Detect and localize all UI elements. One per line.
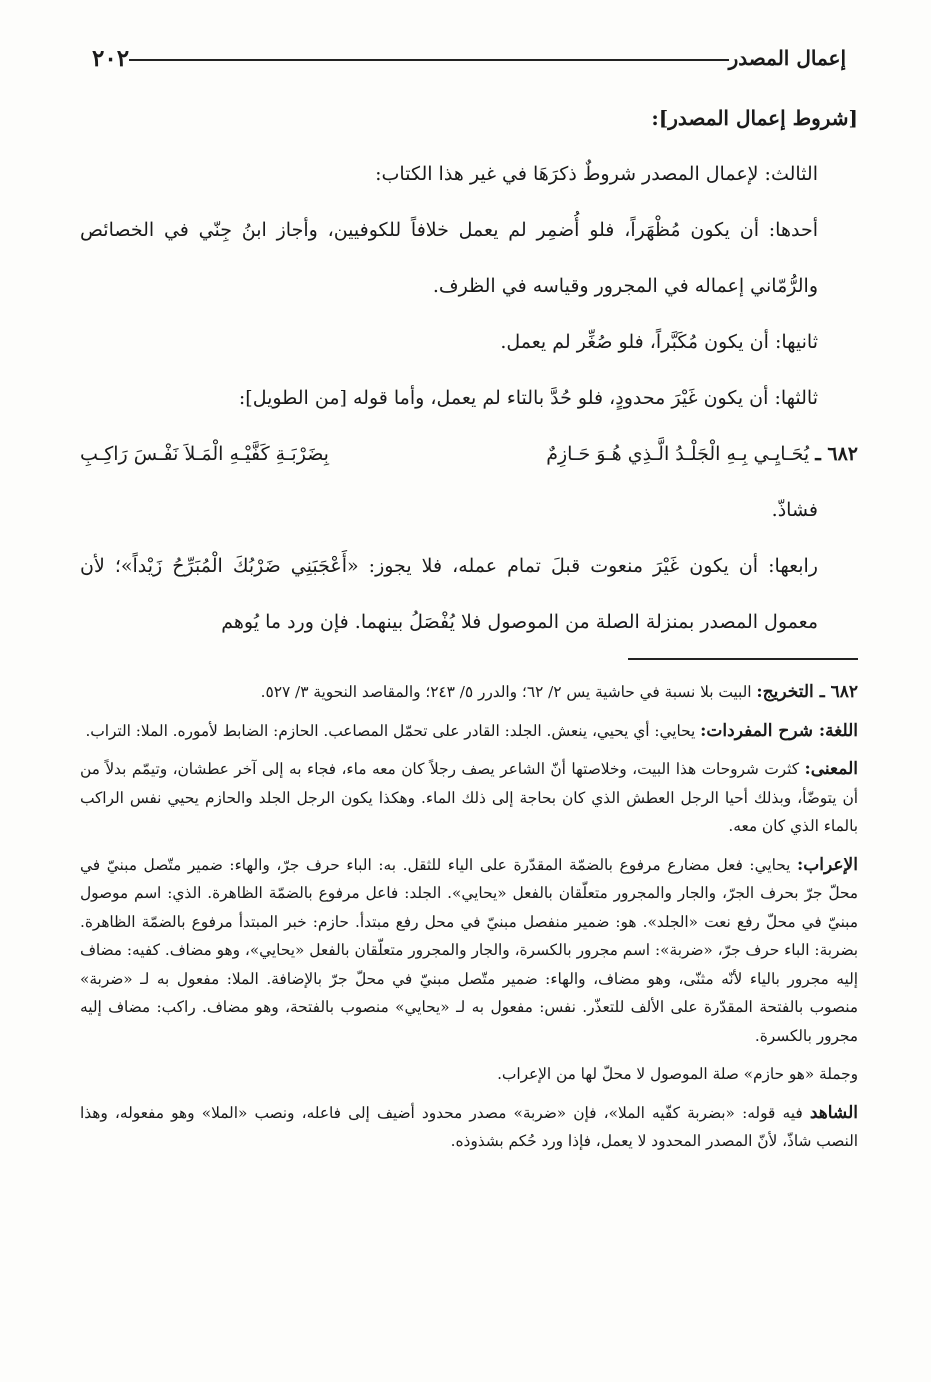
maana-label: المعنى: (804, 759, 858, 779)
note-maana (80, 755, 858, 841)
shahid-text: فيه قوله: «بضربة كفّيه الملا»، فإن «ضربة» مصدر محدود أضيف إلى فاعله، ونصب «الملا» وهو مفعوله، وهذا النصب شاذّ، لأنّ المصدر المحدود لا يعمل، فإذا ورد حُكم بشذوذه. (80, 1103, 858, 1150)
footnote-divider (628, 658, 858, 660)
condition-4: رابعها: أن يكون غَيْرَ منعوت قبلَ تمام عمله، فلا يجوز: «أَعْجَبَنِي ضَرْبُكَ الْمُبَرِّحُ زَيْداً»؛ لأن معمول المصدر بمنزلة الصلة من الموصول فلا يُفْصَلُ بينهما. فإن ورد ما يُوهم (80, 555, 818, 633)
verse-number: ٦٨٢ ـ (815, 443, 858, 465)
shahid-label: الشاهد (809, 1102, 858, 1123)
intro-paragraph: الثالث: لإعمال المصدر شروطٌ ذكرَهَا في غير هذا الكتاب: (375, 163, 818, 185)
condition-3: ثالثها: أن يكون غَيْرَ محدودٍ، فلو حُدَّ بالتاء لم يعمل، وأما قوله [من الطويل]: (238, 387, 818, 409)
section-heading: [شروط إعمال المصدر]: (651, 106, 858, 130)
footnotes (80, 678, 858, 1156)
lugha-text: يحايي: أي يحيي، ينعش. الجلد: القادر على تحمّل المصاعب. الحازم: الضابط لأموره. الملا: التراب. (85, 721, 696, 740)
condition-2: ثانيها: أن يكون مُكَبَّراً، فلو صُغِّر لم يعمل. (500, 331, 818, 353)
takhrij-text: البيت بلا نسبة في حاشية يس ٢/ ٦٢؛ والدرر ٥/ ٢٤٣؛ والمقاصد النحوية ٣/ ٥٢٧. (260, 683, 752, 701)
note-takhrij (80, 678, 858, 707)
maana-text: كثرت شروحات هذا البيت، وخلاصتها أنّ الشاعر يصف رجلاً كان معه ماء، فجاء به إلى آخر عطشان، وتيمّم بدلاً من أن يتوضّأ، وبذلك أحيا الرجل العطش الذي كان بحاجة إلى ذلك الماء. وهكذا يكون الرجل الجلد والحازم يحيي نفس الراكب بالماء الذي كان معه. (80, 760, 858, 835)
main-text (80, 90, 858, 650)
verse-second-hemistich: بِضَرْبَـةِ كَفَّيْـهِ الْمَـلاَ نَفْـسَ رَاكِـبِ (80, 443, 329, 465)
condition-1: أحدها: أن يكون مُظْهَراً، فلو أُضمِر لم يعمل خلافاً للكوفيين، وأجاز ابنُ جِنّي في الخصائص والرُّمّاني إعماله في المجرور وقياسه في الظرف. (80, 219, 818, 297)
verse-line (80, 426, 858, 482)
note-lugha (80, 717, 858, 746)
note-jumla: وجملة «هو حازم» صلة الموصول لا محلّ لها من الإعراب. (497, 1065, 858, 1083)
takhrij-label: ٦٨٢ ـ التخريج: (756, 682, 858, 702)
page (80, 38, 858, 1362)
irab-text: يحايي: فعل مضارع مرفوع بالضمّة المقدّرة على الياء للثقل. به: الباء حرف جرّ، والهاء: ضمير متّصل مبنيّ في محلّ جرّ بحرف الجرّ، والجار والمجرور متعلّقان بالفعل «يحايي». الجلد: فاعل مرفوع بالضمّة الظاهرة. الذي: اسم موصول مبنيّ في محلّ رفع نعت «الجلد». هو: ضمير منفصل مبنيّ في محل رفع مبتدأ. حازم: خبر المبتدأ مرفوع بالضمّة الظاهرة. بضربة: الباء حرف جرّ، «ضربة»: اسم مجرور بالكسرة، والجار والمجرور متعلّقان بالفعل «يحايي»، وهو مضاف. كفيه: مضاف إليه مجرور بالياء لأنّه مثنّى، وهو مضاف، والهاء: ضمير متّصل مبنيّ في محلّ جرّ بالإضافة. الملا: مفعول به لـ «ضربة» منصوب بالفتحة المقدّرة على الألف للتعذّر. نفس: مفعول به لـ «يحايي» منصوب بالفتحة، وهو مضاف. راكب: مضاف إليه مجرور بالكسرة. (80, 855, 858, 1045)
lugha-label: اللغة: شرح المفردات: (700, 720, 858, 741)
note-shahid (80, 1099, 858, 1156)
verse-note: فشاذّ. (771, 499, 818, 521)
page-header (80, 38, 858, 78)
note-irab (80, 851, 858, 1051)
header-rule (129, 59, 729, 61)
verse-first-hemistich: يُحَـايِـي بِـهِ الْجَلْـدُ الَّـذِي هُـوَ حَـازِمٌ (546, 443, 810, 465)
irab-label: الإعراب: (797, 854, 858, 875)
running-title: إعمال المصدر (728, 46, 846, 70)
page-number: ٢٠٢ (92, 44, 130, 72)
